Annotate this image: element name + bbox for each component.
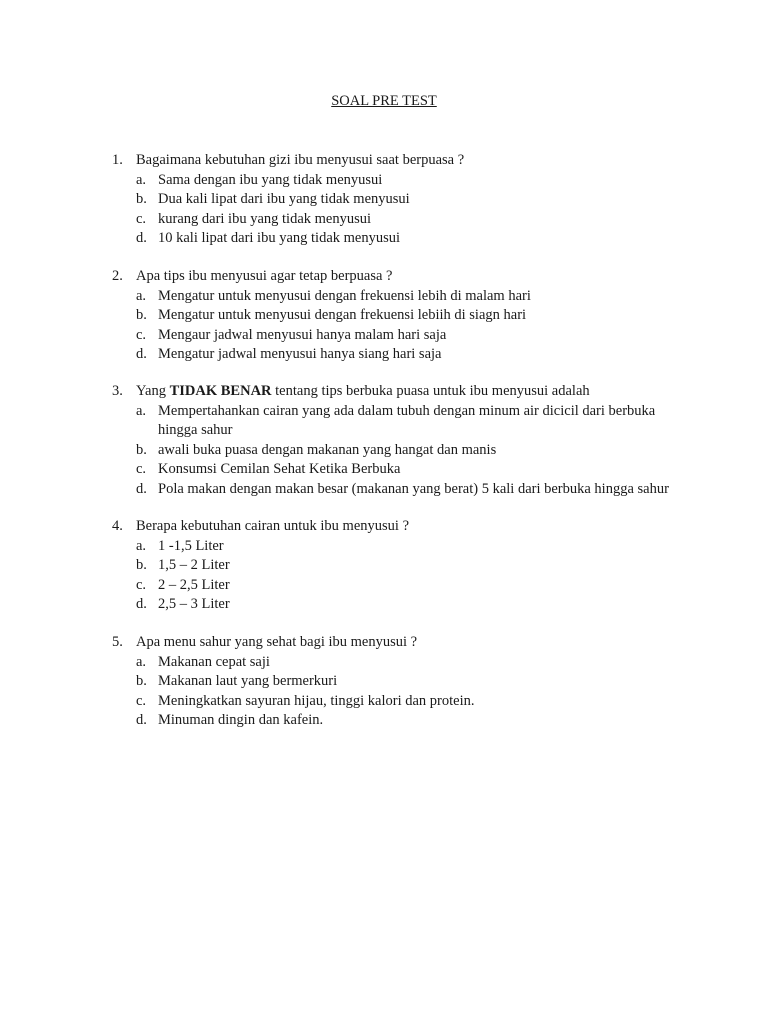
option-letter: c.	[136, 692, 147, 709]
option-letter: c.	[136, 210, 147, 227]
option-letter: d.	[136, 596, 147, 612]
option-letter: c.	[136, 326, 147, 343]
option-letter: d.	[136, 712, 147, 728]
option-b	[112, 441, 712, 461]
question-2	[112, 267, 712, 365]
option-text: Minuman dingin dan kafein.	[158, 712, 324, 728]
page-title: SOAL PRE TEST	[331, 93, 437, 109]
option-d	[112, 229, 712, 249]
option-letter: c.	[136, 461, 147, 477]
question-number: 5.	[112, 634, 123, 650]
option-letter: a.	[136, 537, 147, 554]
option-text: 2,5 – 3 Liter	[158, 596, 230, 612]
option-text: Dua kali lipat dari ibu yang tidak menyusui	[158, 191, 410, 207]
option-letter: a.	[136, 402, 147, 419]
question-label: Bagaimana kebutuhan gizi ibu menyusui saat berpuasa ?	[136, 152, 465, 168]
question-text	[112, 267, 712, 287]
option-b	[112, 556, 712, 576]
option-c	[112, 460, 712, 480]
question-label: Berapa kebutuhan cairan untuk ibu menyusui ?	[136, 518, 410, 534]
question-label: Apa menu sahur yang sehat bagi ibu menyusui ?	[136, 634, 418, 650]
question-text	[112, 382, 712, 402]
option-text: kurang dari ibu yang tidak menyusui	[158, 210, 372, 227]
option-letter: d.	[136, 346, 147, 362]
option-text: Mengaur jadwal menyusui hanya malam hari saja	[158, 326, 447, 343]
option-d	[112, 711, 712, 731]
option-b	[112, 672, 712, 692]
question-number: 1.	[112, 152, 123, 168]
option-text: Makanan laut yang bermerkuri	[158, 673, 338, 689]
option-text: Mengatur jadwal menyusui hanya siang hari saja	[158, 346, 442, 362]
option-letter: d.	[136, 230, 147, 246]
option-d	[112, 595, 712, 615]
question-number: 4.	[112, 518, 123, 534]
option-letter: a.	[136, 287, 147, 304]
option-text: 1 -1,5 Liter	[158, 537, 224, 554]
question-label: Apa tips ibu menyusui agar tetap berpuasa ?	[136, 268, 393, 284]
option-text: Meningkatkan sayuran hijau, tinggi kalori dan protein.	[158, 692, 475, 709]
option-c	[112, 692, 712, 712]
question-label-start: Yang	[136, 383, 170, 399]
question-text	[112, 151, 712, 171]
option-letter: b.	[136, 557, 147, 573]
option-letter: d.	[136, 480, 147, 497]
option-text: 2 – 2,5 Liter	[158, 576, 230, 593]
option-letter: b.	[136, 307, 147, 323]
option-b	[112, 190, 712, 210]
option-text: 1,5 – 2 Liter	[158, 557, 230, 573]
option-a	[112, 171, 712, 191]
question-5	[112, 633, 712, 731]
option-text: Mengatur untuk menyusui dengan frekuensi lebiih di siagn hari	[158, 307, 527, 323]
option-text: Konsumsi Cemilan Sehat Ketika Berbuka	[158, 461, 401, 477]
option-text: Sama dengan ibu yang tidak menyusui	[158, 171, 383, 188]
option-text: Mempertahankan cairan yang ada dalam tubuh dengan minum air dicicil dari berbuka hingga sahur	[158, 402, 656, 438]
option-text: Mengatur untuk menyusui dengan frekuensi lebih di malam hari	[158, 287, 531, 304]
question-number: 3.	[112, 383, 123, 399]
option-c	[112, 326, 712, 346]
option-letter: a.	[136, 171, 147, 188]
option-b	[112, 306, 712, 326]
option-letter: c.	[136, 576, 147, 593]
option-a	[112, 653, 712, 673]
question-3	[112, 382, 712, 499]
question-number: 2.	[112, 268, 123, 284]
option-letter: b.	[136, 191, 147, 207]
option-a	[112, 402, 678, 441]
question-emphasis: TIDAK BENAR	[169, 383, 272, 399]
option-text: Makanan cepat saji	[158, 653, 270, 670]
option-text: Pola makan dengan makan besar (makanan yang berat) 5 kali dari berbuka hingga sahur	[158, 480, 669, 497]
question-label-end: tentang tips berbuka puasa untuk ibu menyusui adalah	[271, 383, 590, 399]
option-text: awali buka puasa dengan makanan yang hangat dan manis	[158, 441, 497, 458]
question-4	[112, 517, 712, 615]
option-c	[112, 576, 712, 596]
question-1	[112, 151, 712, 249]
option-text: 10 kali lipat dari ibu yang tidak menyusui	[158, 230, 401, 246]
option-d	[112, 345, 712, 365]
option-a	[112, 537, 712, 557]
question-text	[112, 517, 712, 537]
option-letter: a.	[136, 653, 147, 670]
option-a	[112, 287, 712, 307]
option-c	[112, 210, 712, 230]
option-letter: b.	[136, 673, 147, 689]
option-d	[112, 480, 712, 500]
question-text	[112, 633, 712, 653]
option-letter: b.	[136, 441, 147, 458]
